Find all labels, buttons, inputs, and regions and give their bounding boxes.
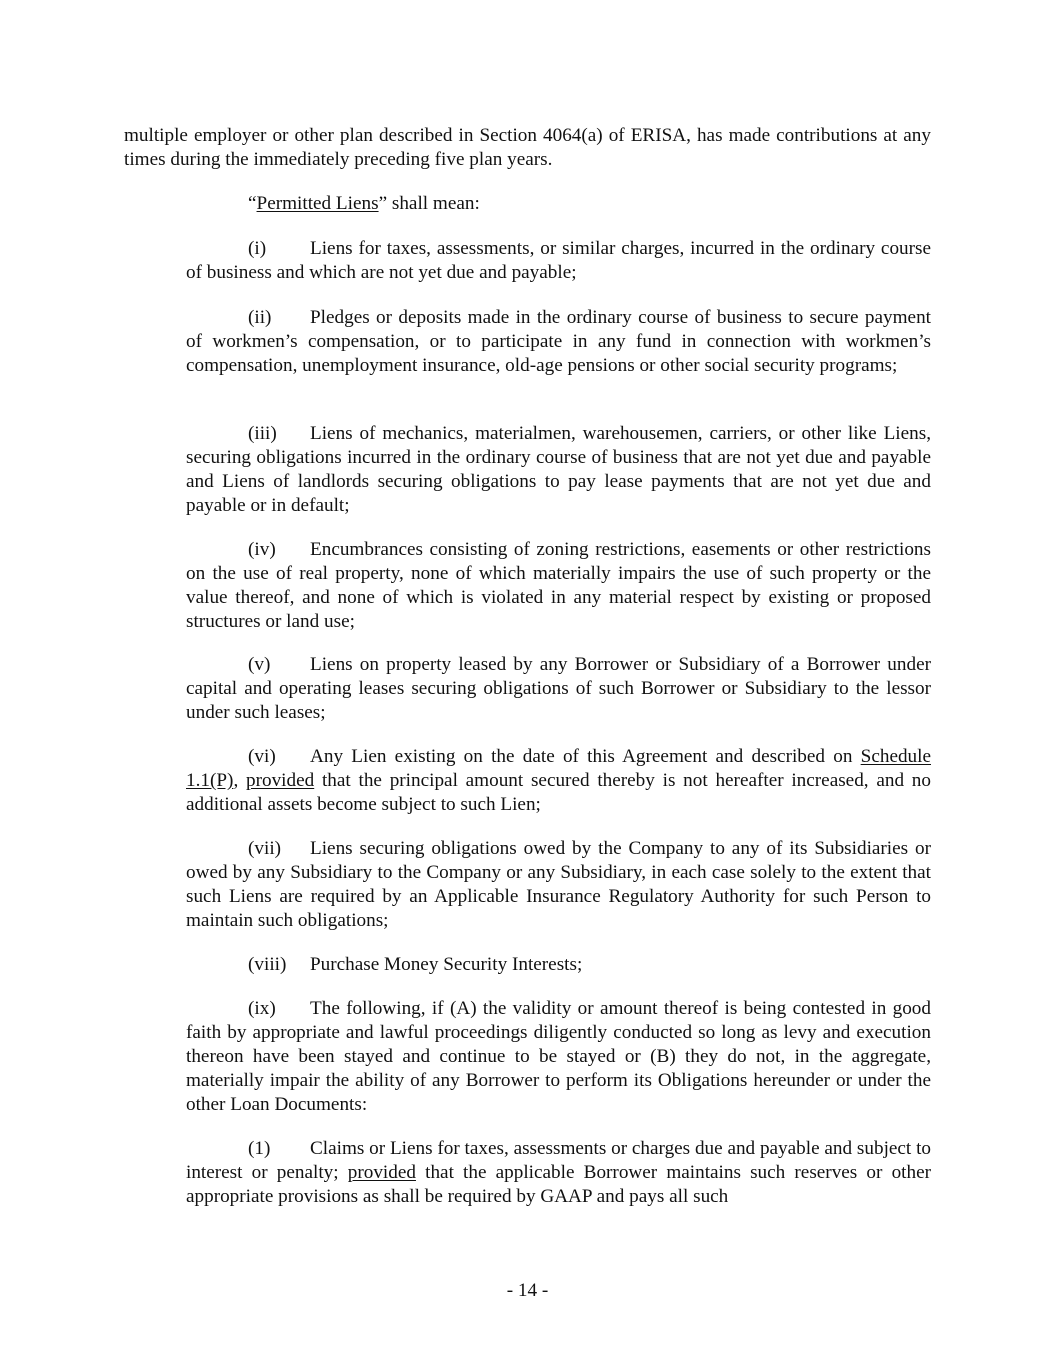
provided-term: provided (347, 1162, 416, 1183)
page-number: - 14 - (506, 1280, 549, 1301)
clause-ix (186, 997, 931, 1117)
clause-text: Pledges or deposits made in the ordinary course of business to secure payment of workmen’s compensation, or to participate in any fund in connection with workmen’s compensation, unemployment insurance, old-age pensions or other social security programs; (186, 307, 931, 376)
clause-number: (iii) (248, 423, 277, 444)
clause-text: Any Lien existing on the date of this Agreement and described on (310, 746, 861, 767)
clause-text: Purchase Money Security Interests; (310, 954, 583, 975)
clause-text: Liens on property leased by any Borrower or Subsidiary of a Borrower under capital and operating leases securing obligations of such Borrower or Subsidiary to the lessor under such leases; (186, 654, 931, 723)
clause-number: (vii) (248, 838, 282, 859)
clause-text: that the applicable Borrower maintains such reserves or other appropriate provisions as shall be required by GAAP and pays all such (186, 1162, 931, 1207)
clause-1 (186, 1137, 931, 1209)
definition-heading (248, 192, 931, 216)
clause-text: Claims or Liens for taxes, assessments or charges due and payable and subject to interest or penalty; (186, 1138, 931, 1183)
clause-vi (186, 745, 931, 817)
defined-term: Permitted Liens (256, 193, 379, 214)
clause-text: that the principal amount secured thereby is not hereafter increased, and no additional assets become subject to such Lien; (186, 770, 931, 815)
clause-iv (186, 538, 931, 634)
clause-number: (vi) (248, 746, 276, 767)
clause-viii (186, 953, 931, 977)
clause-number: (ii) (248, 307, 272, 328)
clause-iii (186, 422, 931, 518)
clause-ii (186, 306, 931, 378)
clause-text: Liens of mechanics, materialmen, warehousemen, carriers, or other like Liens, securing obligations incurred in the ordinary course of business that are not yet due and payable and Liens of landlords securing obligations to pay lease payments that are not yet due and payable or in default; (186, 423, 931, 516)
clause-number: (1) (248, 1138, 271, 1159)
clause-text: The following, if (A) the validity or amount thereof is being contested in good faith by appropriate and lawful proceedings diligently conducted so long as levy and execution thereon have been stayed and continue to be stayed or (B) they do not, in the aggregate, materially impair the ability of any Borrower to perform its Obligations hereunder or under the other Loan Documents: (186, 998, 931, 1115)
intro-text: multiple employer or other plan described in Section 4064(a) of ERISA, has made contributions at any times during the immediately preceding five plan years. (124, 125, 931, 170)
clause-number: (v) (248, 654, 271, 675)
clause-number: (ix) (248, 998, 276, 1019)
clause-i (186, 237, 931, 285)
clause-text: Encumbrances consisting of zoning restrictions, easements or other restrictions on the use of real property, none of which materially impairs the use of such property or the value thereof, and none of which is violated in any material respect by existing or proposed structures or land use; (186, 539, 931, 632)
clause-number: (iv) (248, 539, 276, 560)
clause-v (186, 653, 931, 725)
definition-rest: ” shall mean: (378, 193, 480, 214)
clause-number: (i) (248, 238, 267, 259)
clause-text: , (233, 770, 246, 791)
clause-vii (186, 837, 931, 933)
intro-paragraph (124, 124, 931, 172)
clause-text: Liens for taxes, assessments, or similar charges, incurred in the ordinary course of business and which are not yet due and payable; (186, 238, 931, 283)
provided-term: provided (246, 770, 315, 791)
schedule-reference: Schedule 1.1(P) (186, 746, 931, 791)
clause-text: Liens securing obligations owed by the Company to any of its Subsidiaries or owed by any Subsidiary to the Company or any Subsidiary, in each case solely to the extent that such Liens are required by an Applicable Insurance Regulatory Authority for such Person to maintain such obligations; (186, 838, 931, 931)
open-quote: “ (248, 193, 257, 214)
clause-number: (viii) (248, 954, 287, 975)
